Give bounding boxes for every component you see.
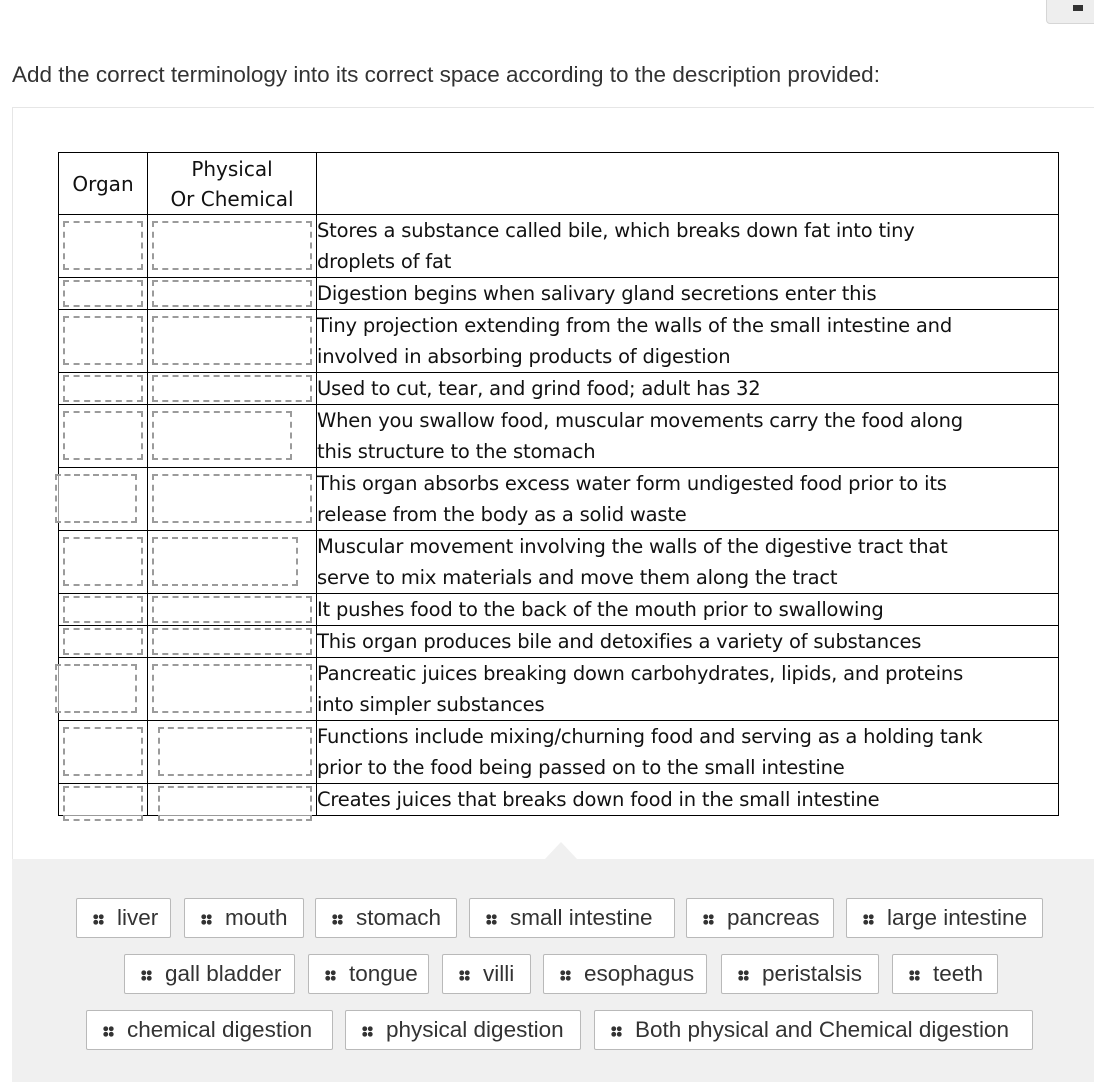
organ-cell — [59, 278, 148, 310]
menu-icon — [1073, 5, 1083, 11]
description-line: involved in absorbing products of digestion — [317, 345, 731, 368]
table-row — [59, 278, 1059, 310]
table-row — [59, 468, 1059, 531]
type-cell — [148, 784, 317, 816]
chip-label: esophagus — [584, 961, 695, 986]
description-cell — [317, 373, 1059, 405]
type-drop-zone[interactable] — [152, 596, 312, 623]
table-row — [59, 373, 1059, 405]
physical-header-line1: Physical — [191, 156, 273, 181]
chip-label: villi — [483, 961, 515, 986]
chip-label: tongue — [349, 961, 418, 986]
description-line: into simpler substances — [317, 693, 545, 716]
type-cell — [148, 373, 317, 405]
drag-handle-icon — [611, 1026, 622, 1037]
chip-label: small intestine — [510, 905, 653, 930]
organ-drop-zone[interactable] — [63, 316, 143, 365]
organ-header-label: Organ — [72, 171, 134, 196]
type-drop-zone[interactable] — [152, 628, 312, 655]
chip-label: pancreas — [727, 905, 820, 930]
word-bank — [12, 859, 1094, 1082]
type-cell — [148, 594, 317, 626]
description-line: this structure to the stomach — [317, 440, 596, 463]
draggable-chip-gall-bladder[interactable] — [124, 954, 295, 994]
description-line: Digestion begins when salivary gland secretions enter this — [317, 282, 877, 305]
organ-drop-zone[interactable] — [63, 786, 143, 821]
organ-drop-zone[interactable] — [63, 537, 143, 586]
type-cell — [148, 278, 317, 310]
type-cell — [148, 310, 317, 373]
description-line: Creates juices that breaks down food in the small intestine — [317, 788, 880, 811]
word-bank-caret — [545, 842, 577, 859]
description-cell — [317, 658, 1059, 721]
draggable-chip-tongue[interactable] — [308, 954, 429, 994]
table-row — [59, 531, 1059, 594]
description-line: release from the body as a solid waste — [317, 503, 687, 526]
chip-label: chemical digestion — [127, 1017, 313, 1042]
drag-handle-icon — [103, 1026, 114, 1037]
drag-handle-icon — [909, 970, 920, 981]
draggable-chip-both-digestion[interactable] — [594, 1010, 1033, 1050]
description-cell — [317, 784, 1059, 816]
description-cell — [317, 531, 1059, 594]
description-cell — [317, 405, 1059, 468]
type-drop-zone[interactable] — [158, 727, 312, 776]
type-cell — [148, 626, 317, 658]
type-drop-zone[interactable] — [158, 786, 312, 821]
draggable-chip-stomach[interactable] — [315, 898, 457, 938]
draggable-chip-esophagus[interactable] — [543, 954, 707, 994]
description-line: droplets of fat — [317, 250, 452, 273]
draggable-chip-physical-digestion[interactable] — [345, 1010, 581, 1050]
type-cell — [148, 405, 317, 468]
description-cell — [317, 594, 1059, 626]
drag-handle-icon — [332, 914, 343, 925]
drag-handle-icon — [93, 914, 104, 925]
drag-handle-icon — [560, 970, 571, 981]
draggable-chip-peristalsis[interactable] — [721, 954, 879, 994]
description-line: Stores a substance called bile, which breaks down fat into tiny — [317, 219, 915, 242]
description-cell — [317, 278, 1059, 310]
instructions-text: Add the correct terminology into its correct space according to the description provided: — [12, 62, 880, 87]
organ-drop-zone[interactable] — [55, 664, 137, 713]
draggable-chip-mouth[interactable] — [184, 898, 304, 938]
organ-cell — [59, 215, 148, 278]
organ-cell — [59, 658, 148, 721]
type-drop-zone[interactable] — [152, 221, 312, 270]
chip-label: physical digestion — [386, 1017, 564, 1042]
organ-cell — [59, 594, 148, 626]
chip-label: teeth — [933, 961, 984, 986]
organ-drop-zone[interactable] — [63, 596, 143, 623]
chip-label: stomach — [356, 905, 442, 930]
physical-chemical-header — [148, 153, 317, 215]
organ-drop-zone[interactable] — [63, 628, 143, 655]
organ-drop-zone[interactable] — [63, 221, 143, 270]
type-cell — [148, 658, 317, 721]
organ-cell — [59, 531, 148, 594]
description-line: prior to the food being passed on to the small intestine — [317, 756, 845, 779]
description-cell — [317, 310, 1059, 373]
draggable-chip-villi[interactable] — [442, 954, 531, 994]
draggable-chip-pancreas[interactable] — [686, 898, 834, 938]
drag-handle-icon — [863, 914, 874, 925]
table-row — [59, 405, 1059, 468]
drag-handle-icon — [362, 1026, 373, 1037]
type-drop-zone[interactable] — [152, 411, 292, 460]
header-row — [59, 153, 1059, 215]
chip-label: peristalsis — [762, 961, 863, 986]
type-cell — [148, 721, 317, 784]
draggable-chip-liver[interactable] — [76, 898, 171, 938]
description-line: Functions include mixing/churning food and serving as a holding tank — [317, 725, 983, 748]
description-line: This organ absorbs excess water form undigested food prior to its — [317, 472, 947, 495]
drag-handle-icon — [738, 970, 749, 981]
drag-handle-icon — [703, 914, 714, 925]
type-cell — [148, 531, 317, 594]
type-drop-zone[interactable] — [152, 664, 312, 713]
type-cell — [148, 468, 317, 531]
organ-drop-zone[interactable] — [55, 474, 137, 523]
description-cell — [317, 721, 1059, 784]
organ-drop-zone[interactable] — [63, 375, 143, 402]
description-line: Muscular movement involving the walls of the digestive tract that — [317, 535, 948, 558]
description-line: serve to mix materials and move them along the tract — [317, 566, 838, 589]
description-cell — [317, 215, 1059, 278]
table-row — [59, 784, 1059, 816]
description-line: Pancreatic juices breaking down carbohydrates, lipids, and proteins — [317, 662, 964, 685]
drag-handle-icon — [201, 914, 212, 925]
draggable-chip-teeth[interactable] — [892, 954, 998, 994]
organ-drop-zone[interactable] — [63, 727, 143, 776]
table-row — [59, 310, 1059, 373]
drag-handle-icon — [459, 970, 470, 981]
description-line: It pushes food to the back of the mouth prior to swallowing — [317, 598, 884, 621]
table-row — [59, 626, 1059, 658]
organ-cell — [59, 373, 148, 405]
chip-label: liver — [117, 905, 159, 930]
organ-cell — [59, 721, 148, 784]
organ-drop-zone[interactable] — [63, 280, 143, 307]
description-cell — [317, 626, 1059, 658]
description-line: Tiny projection extending from the walls of the small intestine and — [317, 314, 953, 337]
table-row — [59, 658, 1059, 721]
description-line: Used to cut, tear, and grind food; adult has 32 — [317, 377, 761, 400]
description-header — [317, 153, 1059, 215]
drag-handle-icon — [325, 970, 336, 981]
description-cell — [317, 468, 1059, 531]
worksheet-table — [58, 152, 1059, 816]
chip-label: large intestine — [887, 905, 1028, 930]
drag-handle-icon — [141, 970, 152, 981]
type-drop-zone[interactable] — [152, 316, 312, 365]
organ-cell — [59, 784, 148, 816]
type-drop-zone[interactable] — [152, 537, 298, 586]
chip-label: Both physical and Chemical digestion — [635, 1017, 1009, 1042]
description-line: This organ produces bile and detoxifies a variety of substances — [317, 630, 922, 653]
table-row — [59, 215, 1059, 278]
chip-label: mouth — [225, 905, 288, 930]
table-row — [59, 721, 1059, 784]
drag-handle-icon — [486, 914, 497, 925]
type-cell — [148, 215, 317, 278]
type-drop-zone[interactable] — [152, 375, 312, 402]
draggable-chip-chemical-digestion[interactable] — [86, 1010, 333, 1050]
organ-drop-zone[interactable] — [63, 411, 143, 460]
physical-header-line2: Or Chemical — [170, 186, 294, 211]
organ-cell — [59, 405, 148, 468]
organ-cell — [59, 310, 148, 373]
table-row — [59, 594, 1059, 626]
type-drop-zone[interactable] — [152, 474, 312, 523]
organ-cell — [59, 626, 148, 658]
draggable-chip-small-intestine[interactable] — [469, 898, 675, 938]
organ-header — [59, 153, 148, 215]
draggable-chip-large-intestine[interactable] — [846, 898, 1043, 938]
type-drop-zone[interactable] — [152, 280, 312, 307]
chip-label: gall bladder — [165, 961, 282, 986]
corner-menu-button[interactable] — [1046, 0, 1094, 24]
description-line: When you swallow food, muscular movements carry the food along — [317, 409, 963, 432]
organ-cell — [59, 468, 148, 531]
